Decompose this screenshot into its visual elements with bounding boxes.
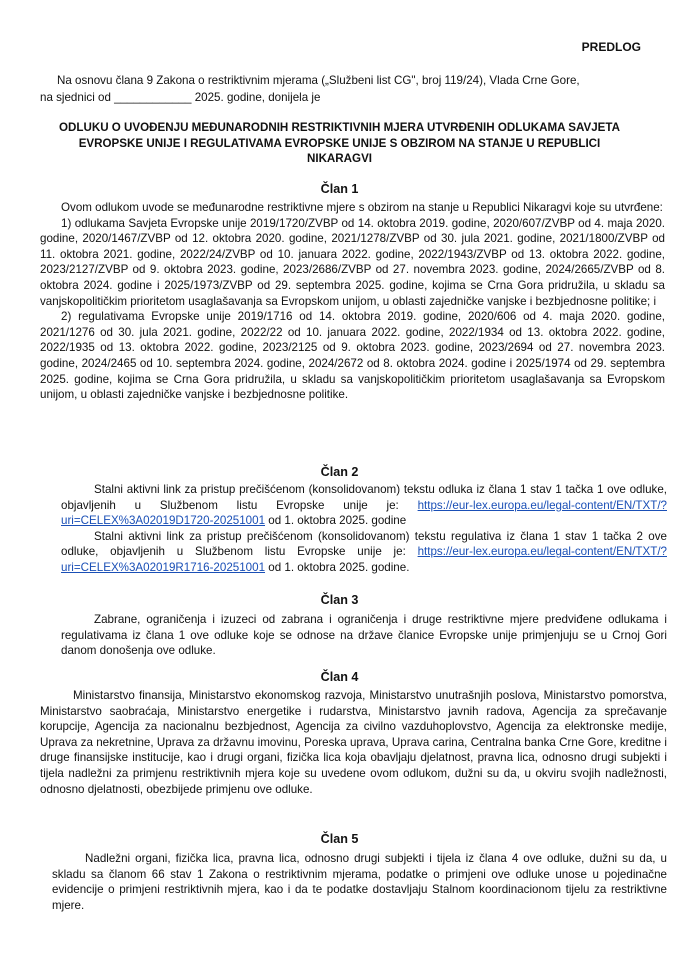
clan-2-paragraph-1-text: Stalni aktivni link za pristup prečišćenom (konsolidovanom) tekstu odluka iz člana 1 stav 1 tačka 1 ove odluke, objavljenih u Službenom listu Evropske unije je: (61, 483, 667, 512)
clan-1-body (40, 200, 665, 403)
title-line-2: EVROPSKE UNIJE I REGULATIVAMA EVROPSKE UNIJE S OBZIROM NA STANJE U REPUBLICI (78, 136, 601, 150)
consolidated-decisions-link[interactable]: https://eur-lex.europa.eu/legal-content/EN/TXT/?uri=CELEX%3A02019D1720-20251001 (61, 498, 667, 528)
clan-2-body (61, 482, 667, 576)
clan-1-item-2: 2) regulativama Evropske unije 2019/1716 od 14. oktobra 2019. godine, 2020/606 od 4. maja 2020. godine, 2021/1276 od 30. jula 2021. godine, 2022/22 od 10. januara 2022. godine, 2022/1934 od 13. oktobra 2022. godine, 2022/1935 od 13. oktobra 2022. godine, 2023/2125 od 9. oktobra 2023. godine, 2023/2694 od 27. novembra 2023. godine, 2024/2465 od 10. septembra 2024. godine, 2024/2672 od 8. oktobra 2024. godine i 2025/1974 od 29. septembra 2025. godine, kojima se Crna Gora pridružila, u skladu sa vanjskopolitičkim prioritetom usaglašavanja sa Evropskom unijom, u oblasti zajedničke vanjske i bezbjednosne politike. (40, 310, 665, 402)
clan-2-paragraph-1-tail: od 1. oktobra 2025. godine (268, 514, 407, 528)
clan-5-paragraph: Nadležni organi, fizička lica, pravna lica, odnosno drugi subjekti i tijela iz člana 4 ove odluke, dužni su da, u skladu sa članom 66 stav 1 Zakona o restriktivnim mjerama, podatke o primjeni ove odluke unose u pojedinačne evidencije o primjeni restriktivnih mjera, kao i da te podatke dostavljaju Stalnom koordinacionom tijelu za restriktivne mjere. (52, 852, 667, 912)
clan-1-heading: Član 1 (320, 182, 359, 196)
intro-line-2: na sjednici od ____________ 2025. godine, donijela je (40, 91, 321, 104)
intro-line-1: Na osnovu člana 9 Zakona o restriktivnim mjerama („Službeni list CG", broj 119/24), Vlada Crne Gore, (57, 74, 580, 87)
intro-paragraph (40, 72, 640, 106)
clan-5-body (52, 851, 667, 913)
clan-5-heading: Član 5 (320, 832, 359, 846)
clan-1-item-1: 1) odlukama Savjeta Evropske unije 2019/1720/ZVBP od 14. oktobra 2019. godine, 2020/607/ZVBP od 4. maja 2020. godine, 2020/1467/ZVBP od 12. oktobra 2020. godine, 2021/1278/ZVBP od 30. jula 2021. godine, 2021/1800/ZVBP od 11. oktobra 2021. godine, 2022/24/ZVBP od 10. januara 2022. godine, 2022/1943/ZVBP od 13. oktobra 2022. godine, 2023/2127/ZVBP od 9. oktobra 2023. godine, 2023/2686/ZVBP od 27. novembra 2023. godine, 2024/2665/ZVBP od 8. oktobra 2024. godine i 2025/1973/ZVBP od 29. septembra 2025. godine, kojima se Crna Gora pridružila, u skladu sa vanjskopolitičkim prioritetom usaglašavanja sa Evropskom unijom, u oblasti zajedničke vanjske i bezbjednosne politike; i (40, 216, 665, 308)
title-line-3: NIKARAGVI (306, 152, 373, 165)
clan-3-paragraph: Zabrane, ograničenja i izuzeci od zabrana i ograničenja i druge restriktivne mjere predviđene odlukama i regulativama iz člana 1 ove odluke koje se odnose na države članice Evropske unije primjenjuju se u Crnoj Gori danom donošenja ove odluke. (61, 613, 667, 658)
title-line-1: ODLUKU O UVOĐENJU MEĐUNARODNIH RESTRIKTIVNIH MJERA UTVRĐENIH ODLUKAMA SAVJETA (58, 121, 621, 134)
clan-3-heading: Član 3 (320, 593, 359, 607)
predlog-label: PREDLOG (581, 40, 641, 54)
clan-2-heading: Član 2 (320, 465, 359, 479)
clan-4-body (40, 688, 667, 797)
clan-1-paragraph: Ovom odlukom uvode se međunarodne restriktivne mjere s obzirom na stanje u Republici Nikaragvi koje su utvrđene: (61, 201, 663, 214)
clan-3-body (61, 612, 667, 659)
consolidated-regulations-link[interactable]: https://eur-lex.europa.eu/legal-content/EN/TXT/?uri=CELEX%3A02019R1716-20251001 (61, 545, 667, 574)
clan-2-paragraph-1 (61, 482, 667, 529)
clan-2-paragraph-2 (61, 529, 667, 576)
clan-4-paragraph: Ministarstvo finansija, Ministarstvo ekonomskog razvoja, Ministarstvo unutrašnjih poslova, Ministarstvo pomorstva, Ministarstvo saobraćaja, Ministarstvo energetike i rudarstva, Ministarstvo javnih radova, Agencija za sprečavanje korupcije, Agencija za nacionalnu bezbjednost, Agencija za civilno vazduhoplovstvo, Agencija za elektronske medije, Uprava za nekretnine, Uprava za državnu imovinu, Poreska uprava, Uprava carina, Centralna banka Crne Gore, kreditne i druge finansijske institucije, kao i drugi organi, fizička lica koja obavljaju djelatnost, pravna lica, odnosno drugi subjekti i tijela nadležni za primjenu restriktivnih mjera koje su uvedene ovom odlukom, dužni su da, u okviru svojih nadležnosti, odnosno djelatnosti, obezbijede primjenu ove odluke. (40, 689, 667, 796)
clan-2-paragraph-2-tail: od 1. oktobra 2025. godine. (268, 560, 410, 574)
clan-2-paragraph-2-text: Stalni aktivni link za pristup prečišćenom (konsolidovanom) tekstu regulativa iz člana 1 stav 1 tačka 2 ove odluke, objavljenih u Službenom listu Evropske unije je: (61, 529, 667, 559)
document-title (30, 120, 649, 167)
clan-4-heading: Član 4 (320, 670, 359, 684)
